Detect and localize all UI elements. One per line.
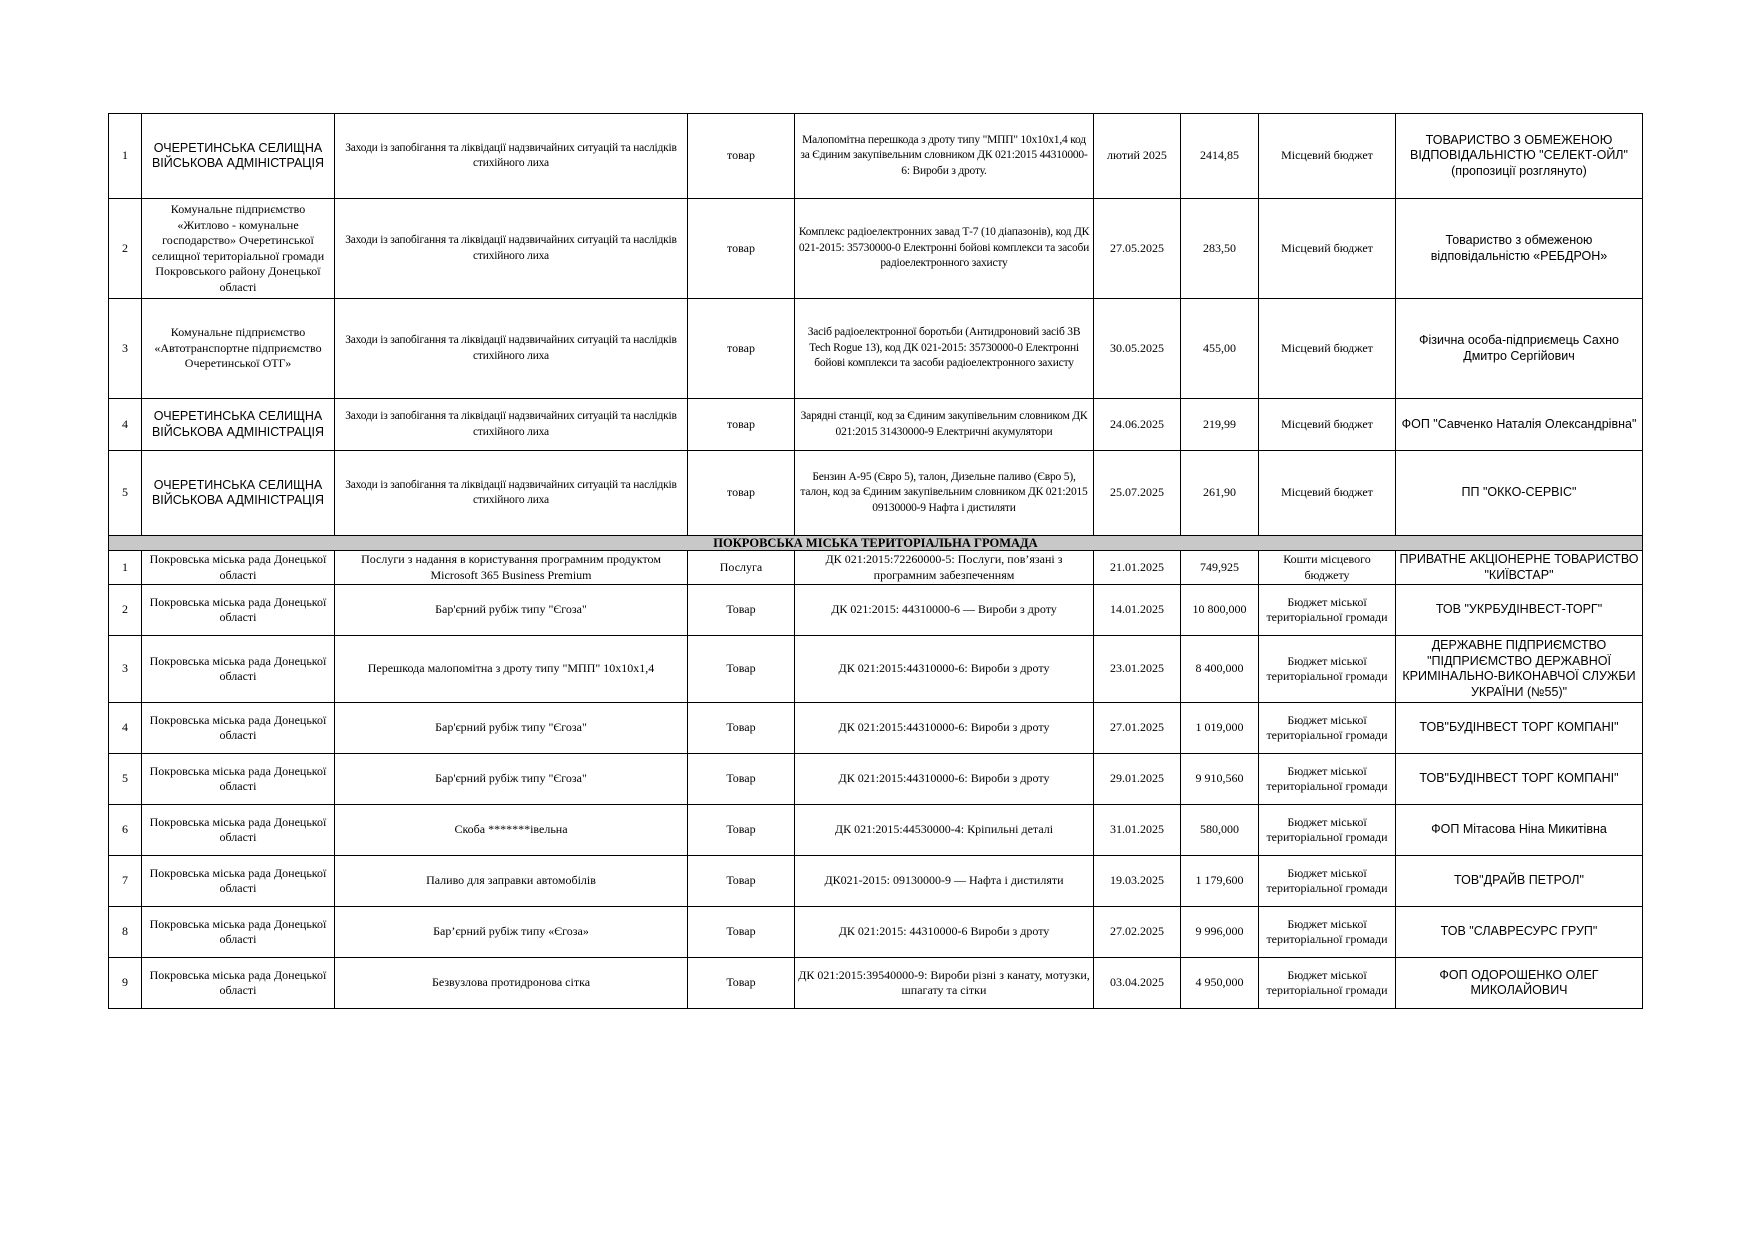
- funding-source-cell: Бюджет міської територіальної громади: [1259, 703, 1396, 754]
- amount-cell: 9 996,000: [1181, 907, 1259, 958]
- subject-cell: Комплекс радіоелектронних завад Т-7 (10 діапазонів), код ДК 021-2015: 35730000-0 Електронні бойові комплекси та засоби радіоелектронного захисту: [795, 199, 1094, 299]
- supplier-cell: ТОВ "УКРБУДІНВЕСТ-ТОРГ": [1396, 585, 1643, 636]
- date-cell: лютий 2025: [1094, 114, 1181, 199]
- procurement-table: [108, 113, 1643, 1009]
- section-title: ПОКРОВСЬКА МІСЬКА ТЕРИТОРІАЛЬНА ГРОМАДА: [109, 536, 1643, 551]
- row-number: 8: [109, 907, 142, 958]
- type-cell: Товар: [688, 585, 795, 636]
- table-row: [109, 585, 1643, 636]
- item-cell: Послуги з надання в користування програмним продуктом Microsoft 365 Business Premium: [335, 551, 688, 585]
- amount-cell: 10 800,000: [1181, 585, 1259, 636]
- amount-cell: 4 950,000: [1181, 958, 1259, 1009]
- funding-source-cell: Місцевий бюджет: [1259, 451, 1396, 536]
- supplier-cell: ФОП ОДОРОШЕНКО ОЛЕГ МИКОЛАЙОВИЧ: [1396, 958, 1643, 1009]
- row-number: 3: [109, 299, 142, 399]
- funding-source-cell: Бюджет міської територіальної громади: [1259, 856, 1396, 907]
- item-cell: Бар'єрний рубіж типу "Єгоза": [335, 703, 688, 754]
- item-cell: Паливо для заправки автомобілів: [335, 856, 688, 907]
- table-row: [109, 805, 1643, 856]
- item-cell: Безвузлова протидронова сітка: [335, 958, 688, 1009]
- table-row: [109, 199, 1643, 299]
- table-row: [109, 958, 1643, 1009]
- amount-cell: 1 019,000: [1181, 703, 1259, 754]
- supplier-cell: ДЕРЖАВНЕ ПІДПРИЄМСТВО "ПІДПРИЄМСТВО ДЕРЖАВНОЇ КРИМІНАЛЬНО-ВИКОНАВЧОЇ СЛУЖБИ УКРАЇНИ (№55)": [1396, 636, 1643, 703]
- date-cell: 24.06.2025: [1094, 399, 1181, 451]
- date-cell: 14.01.2025: [1094, 585, 1181, 636]
- table-row: [109, 399, 1643, 451]
- date-cell: 27.05.2025: [1094, 199, 1181, 299]
- code-cell: ДК 021:2015: 44310000-6 — Вироби з дроту: [795, 585, 1094, 636]
- customer-cell: Покровська міська рада Донецької області: [142, 856, 335, 907]
- code-cell: ДК 021:2015:72260000-5: Послуги, пов’язані з програмним забезпеченням: [795, 551, 1094, 585]
- date-cell: 03.04.2025: [1094, 958, 1181, 1009]
- customer-cell: Покровська міська рада Донецької області: [142, 585, 335, 636]
- program-cell: Заходи із запобігання та ліквідації надзвичайних ситуацій та наслідків стихійного лиха: [335, 199, 688, 299]
- item-cell: Перешкода малопомітна з дроту типу "МПП" 10х10х1,4: [335, 636, 688, 703]
- row-number: 5: [109, 451, 142, 536]
- date-cell: 19.03.2025: [1094, 856, 1181, 907]
- supplier-cell: ТОВ "СЛАВРЕСУРС ГРУП": [1396, 907, 1643, 958]
- funding-source-cell: Бюджет міської територіальної громади: [1259, 585, 1396, 636]
- type-cell: товар: [688, 199, 795, 299]
- section-header-row: [109, 536, 1643, 551]
- procurement-sheet: [108, 113, 1642, 1009]
- customer-cell: Покровська міська рада Донецької області: [142, 958, 335, 1009]
- customer-cell: ОЧЕРЕТИНСЬКА СЕЛИЩНА ВІЙСЬКОВА АДМІНІСТРАЦІЯ: [142, 399, 335, 451]
- program-cell: Заходи із запобігання та ліквідації надзвичайних ситуацій та наслідків стихійного лиха: [335, 451, 688, 536]
- code-cell: ДК 021:2015: 44310000-6 Вироби з дроту: [795, 907, 1094, 958]
- type-cell: Товар: [688, 636, 795, 703]
- supplier-cell: ТОВ"ДРАЙВ ПЕТРОЛ": [1396, 856, 1643, 907]
- type-cell: Товар: [688, 958, 795, 1009]
- amount-cell: 2414,85: [1181, 114, 1259, 199]
- funding-source-cell: Бюджет міської територіальної громади: [1259, 958, 1396, 1009]
- amount-cell: 749,925: [1181, 551, 1259, 585]
- row-number: 2: [109, 585, 142, 636]
- funding-source-cell: Місцевий бюджет: [1259, 199, 1396, 299]
- row-number: 3: [109, 636, 142, 703]
- type-cell: Товар: [688, 754, 795, 805]
- supplier-cell: ФОП "Савченко Наталія Олександрівна": [1396, 399, 1643, 451]
- code-cell: ДК 021:2015:44310000-6: Вироби з дроту: [795, 703, 1094, 754]
- amount-cell: 9 910,560: [1181, 754, 1259, 805]
- type-cell: товар: [688, 451, 795, 536]
- row-number: 4: [109, 703, 142, 754]
- amount-cell: 261,90: [1181, 451, 1259, 536]
- date-cell: 30.05.2025: [1094, 299, 1181, 399]
- item-cell: Бар'єрний рубіж типу "Єгоза": [335, 754, 688, 805]
- amount-cell: 219,99: [1181, 399, 1259, 451]
- table-row: [109, 114, 1643, 199]
- row-number: 2: [109, 199, 142, 299]
- customer-cell: ОЧЕРЕТИНСЬКА СЕЛИЩНА ВІЙСЬКОВА АДМІНІСТРАЦІЯ: [142, 451, 335, 536]
- table-row: [109, 299, 1643, 399]
- code-cell: ДК 021:2015:44310000-6: Вироби з дроту: [795, 754, 1094, 805]
- funding-source-cell: Бюджет міської територіальної громади: [1259, 805, 1396, 856]
- customer-cell: Покровська міська рада Донецької області: [142, 907, 335, 958]
- date-cell: 21.01.2025: [1094, 551, 1181, 585]
- row-number: 1: [109, 114, 142, 199]
- customer-cell: Покровська міська рада Донецької області: [142, 551, 335, 585]
- type-cell: Послуга: [688, 551, 795, 585]
- row-number: 5: [109, 754, 142, 805]
- funding-source-cell: Бюджет міської територіальної громади: [1259, 754, 1396, 805]
- supplier-cell: ТОВ"БУДІНВЕСТ ТОРГ КОМПАНІ": [1396, 703, 1643, 754]
- customer-cell: Комунальне підприємство «Житлово - комунальне господарство» Очеретинської селищної територіальної громади Покровського району Донецької області: [142, 199, 335, 299]
- supplier-cell: ТОВ"БУДІНВЕСТ ТОРГ КОМПАНІ": [1396, 754, 1643, 805]
- table-row: [109, 703, 1643, 754]
- type-cell: Товар: [688, 907, 795, 958]
- amount-cell: 8 400,000: [1181, 636, 1259, 703]
- supplier-cell: ТОВАРИСТВО З ОБМЕЖЕНОЮ ВІДПОВІДАЛЬНІСТЮ "СЕЛЕКТ-ОЙЛ" (пропозиції розглянуто): [1396, 114, 1643, 199]
- subject-cell: Засіб радіоелектронної боротьби (Антидроновий засіб 3B Tech Rogue 13), код ДК 021-2015: 35730000-0 Електронні бойові комплекси та засоби радіоелектронного захисту: [795, 299, 1094, 399]
- date-cell: 29.01.2025: [1094, 754, 1181, 805]
- type-cell: товар: [688, 114, 795, 199]
- amount-cell: 1 179,600: [1181, 856, 1259, 907]
- item-cell: Бар’єрний рубіж типу «Єгоза»: [335, 907, 688, 958]
- supplier-cell: Товариство з обмеженою відповідальністю «РЕБДРОН»: [1396, 199, 1643, 299]
- code-cell: ДК021-2015: 09130000-9 — Нафта і дистиляти: [795, 856, 1094, 907]
- customer-cell: Покровська міська рада Донецької області: [142, 754, 335, 805]
- program-cell: Заходи із запобігання та ліквідації надзвичайних ситуацій та наслідків стихійного лиха: [335, 114, 688, 199]
- table-row: [109, 754, 1643, 805]
- type-cell: Товар: [688, 703, 795, 754]
- customer-cell: Покровська міська рада Донецької області: [142, 805, 335, 856]
- program-cell: Заходи із запобігання та ліквідації надзвичайних ситуацій та наслідків стихійного лиха: [335, 399, 688, 451]
- customer-cell: Покровська міська рада Донецької області: [142, 636, 335, 703]
- type-cell: Товар: [688, 856, 795, 907]
- amount-cell: 580,000: [1181, 805, 1259, 856]
- funding-source-cell: Кошти місцевого бюджету: [1259, 551, 1396, 585]
- date-cell: 31.01.2025: [1094, 805, 1181, 856]
- table-row: [109, 551, 1643, 585]
- customer-cell: ОЧЕРЕТИНСЬКА СЕЛИЩНА ВІЙСЬКОВА АДМІНІСТРАЦІЯ: [142, 114, 335, 199]
- supplier-cell: ПРИВАТНЕ АКЦІОНЕРНЕ ТОВАРИСТВО "КИЇВСТАР": [1396, 551, 1643, 585]
- date-cell: 27.01.2025: [1094, 703, 1181, 754]
- supplier-cell: ФОП Мітасова Ніна Микитівна: [1396, 805, 1643, 856]
- code-cell: ДК 021:2015:39540000-9: Вироби різні з канату, мотузки, шпагату та сітки: [795, 958, 1094, 1009]
- supplier-cell: Фізична особа-підприємець Сахно Дмитро Сергійович: [1396, 299, 1643, 399]
- type-cell: товар: [688, 299, 795, 399]
- code-cell: ДК 021:2015:44530000-4: Кріпильні деталі: [795, 805, 1094, 856]
- item-cell: Скоба *******івельна: [335, 805, 688, 856]
- row-number: 7: [109, 856, 142, 907]
- subject-cell: Бензин А-95 (Євро 5), талон, Дизельне паливо (Євро 5), талон, код за Єдиним закупівельним словником ДК 021:2015 09130000-9 Нафта і дистиляти: [795, 451, 1094, 536]
- type-cell: Товар: [688, 805, 795, 856]
- row-number: 6: [109, 805, 142, 856]
- funding-source-cell: Місцевий бюджет: [1259, 399, 1396, 451]
- supplier-cell: ПП "ОККО-СЕРВІС": [1396, 451, 1643, 536]
- row-number: 9: [109, 958, 142, 1009]
- funding-source-cell: Бюджет міської територіальної громади: [1259, 636, 1396, 703]
- subject-cell: Зарядні станції, код за Єдиним закупівельним словником ДК 021:2015 31430000-9 Електричні акумулятори: [795, 399, 1094, 451]
- amount-cell: 455,00: [1181, 299, 1259, 399]
- date-cell: 25.07.2025: [1094, 451, 1181, 536]
- customer-cell: Комунальне підприємство «Автотранспортне підприємство Очеретинської ОТГ»: [142, 299, 335, 399]
- date-cell: 23.01.2025: [1094, 636, 1181, 703]
- table-row: [109, 856, 1643, 907]
- funding-source-cell: Місцевий бюджет: [1259, 299, 1396, 399]
- customer-cell: Покровська міська рада Донецької області: [142, 703, 335, 754]
- program-cell: Заходи із запобігання та ліквідації надзвичайних ситуацій та наслідків стихійного лиха: [335, 299, 688, 399]
- funding-source-cell: Бюджет міської територіальної громади: [1259, 907, 1396, 958]
- table-row: [109, 636, 1643, 703]
- date-cell: 27.02.2025: [1094, 907, 1181, 958]
- item-cell: Бар'єрний рубіж типу "Єгоза": [335, 585, 688, 636]
- row-number: 4: [109, 399, 142, 451]
- subject-cell: Малопомітна перешкода з дроту типу "МПП" 10х10х1,4 код за Єдиним закупівельним словником ДК 021:2015 44310000-6: Вироби з дроту.: [795, 114, 1094, 199]
- code-cell: ДК 021:2015:44310000-6: Вироби з дроту: [795, 636, 1094, 703]
- table-row: [109, 451, 1643, 536]
- table-row: [109, 907, 1643, 958]
- type-cell: товар: [688, 399, 795, 451]
- row-number: 1: [109, 551, 142, 585]
- amount-cell: 283,50: [1181, 199, 1259, 299]
- funding-source-cell: Місцевий бюджет: [1259, 114, 1396, 199]
